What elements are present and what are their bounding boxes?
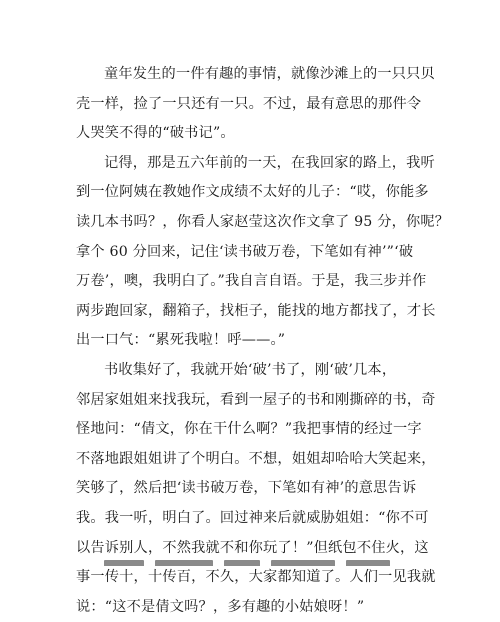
paragraph-2-line-4: 拿个 60 分回来，记住‘读书破万卷，下笔如有神’”‘破 bbox=[76, 243, 414, 260]
cropped-next-line bbox=[76, 553, 428, 566]
paragraph-3-line-3: 怪地问：“倩文，你在干什么啊？”我把事情的经过一字 bbox=[76, 421, 422, 438]
paragraph-1-line-3: 人哭笑不得的“破书记”。 bbox=[76, 125, 235, 142]
paragraph-2-line-2: 到一位阿姨在教她作文成绩不太好的儿子：“哎，你能多 bbox=[76, 184, 429, 201]
paragraph-2-line-1: 记得，那是五六年前的一天，在我回家的路上，我听 bbox=[104, 154, 435, 171]
paragraph-3-line-8: 事一传十，十传百，不久，大家都知道了。人们一见我就 bbox=[76, 569, 436, 586]
paragraph-2-line-3: 读几本书吗？，你看人家赵莹这次作文拿了 95 分，你呢？ bbox=[76, 213, 450, 230]
paragraph-3-line-6: 我。我一听，明白了。回过神来后就威胁姐姐：“你不可 bbox=[76, 509, 429, 526]
paragraph-3-line-7: 以告诉别人，不然我就不和你玩了！”但纸包不住火，这 bbox=[76, 539, 429, 556]
paragraph-2-line-5: 万卷’，噢，我明白了。”我自言自语。于是，我三步并作 bbox=[76, 273, 427, 290]
paragraph-1-line-2: 壳一样，捡了一只还有一只。不过，最有意思的那件令 bbox=[76, 95, 422, 112]
essay-body bbox=[76, 60, 450, 622]
paragraph-3-line-4: 不落地跟姐姐讲了个明白。不想，姐姐却哈哈大笑起来， bbox=[76, 450, 436, 467]
paragraph-1-line-1: 童年发生的一件有趣的事情，就像沙滩上的一只只贝 bbox=[104, 66, 435, 82]
paragraph-2-line-6: 两步跑回家，翻箱子，找柜子，能找的地方都找了，才长 bbox=[76, 302, 436, 319]
paragraph-2-line-7: 出一口气：“累死我啦！呼——。” bbox=[76, 332, 286, 349]
paragraph-3-line-5: 笑够了，然后把‘读书破万卷，下笔如有神’的意思告诉 bbox=[76, 480, 417, 497]
paragraph-3-line-1: 书收集好了，我就开始‘破’书了，刚‘破’几本， bbox=[104, 361, 397, 378]
paragraph-3-line-2: 邻居家姐姐来找我玩，看到一屋子的书和刚撕碎的书，奇 bbox=[76, 391, 436, 408]
paragraph-3-line-9: 说：“这不是倩文吗？，多有趣的小姑娘呀！” bbox=[76, 598, 365, 615]
